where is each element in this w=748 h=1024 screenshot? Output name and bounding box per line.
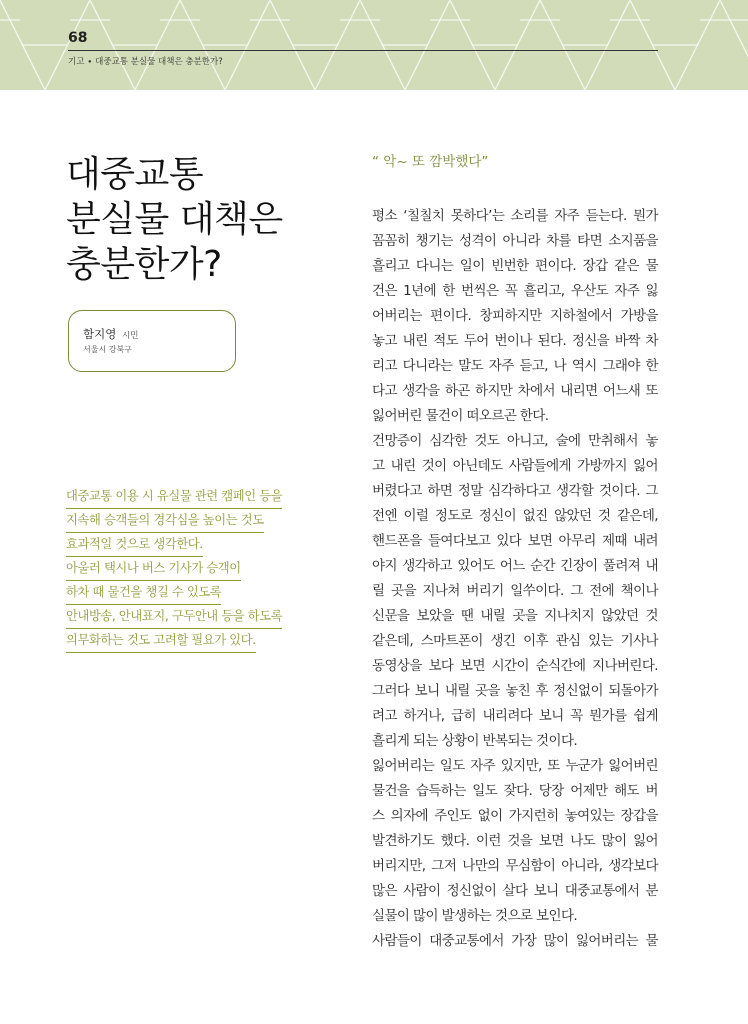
breadcrumb: 기고 ∙ 대중교통 분실물 대책은 충분한가?: [68, 57, 223, 67]
author-name: 함지영: [83, 327, 117, 341]
body-line: 잃어버리는 일도 자주 있지만, 또 누군가 잃어버린: [372, 758, 658, 774]
body-line: 놓고 내린 적도 두어 번이나 된다. 정신을 바짝 차: [372, 333, 658, 349]
pull-quote-line: 대중교통 이용 시 유실물 관련 캠페인 등을: [66, 487, 282, 509]
body-line: 어버리는 편이다. 창피하지만 지하철에서 가방을: [372, 308, 658, 324]
body-line: 잃어버린 물건이 떠오르곤 한다.: [372, 408, 549, 424]
body-line: 그러다 보니 내릴 곳을 놓친 후 정신없이 되돌아가: [372, 683, 658, 699]
body-line: 려고 하거나, 급히 내리려다 보니 꼭 뭔가를 쉽게: [372, 708, 658, 724]
title-line: 대중교통: [66, 154, 204, 195]
body-line: 꼼꼼히 챙기는 성격이 아니라 차를 타면 소지품을: [372, 233, 658, 249]
body-line: 고 내린 것이 아닌데도 사람들에게 가방까지 잃어: [372, 458, 658, 474]
body-line: 많은 사람이 정신없이 살다 보니 대중교통에서 분: [372, 883, 658, 899]
pull-quote: [66, 487, 306, 655]
body-line: 평소 ‘칠칠치 못하다’는 소리를 자주 듣는다. 뭔가: [372, 208, 658, 224]
body-line: 핸드폰을 들여다보고 있다 보면 아무리 제때 내려: [372, 533, 658, 549]
pull-quote-line: 효과적일 것으로 생각한다.: [66, 535, 203, 557]
title-line: 분실물 대책은: [66, 199, 283, 240]
article-title: [66, 152, 356, 287]
body-line: 실물이 많이 발생하는 것으로 보인다.: [372, 908, 578, 924]
author-box: [68, 310, 236, 372]
author-line: [83, 326, 138, 342]
geometric-pattern: [0, 0, 748, 90]
header-divider: [68, 50, 658, 51]
body-line: 건망증이 심각한 것도 아니고, 술에 만취해서 놓: [372, 433, 658, 449]
body-line: 전엔 이럴 정도로 정신이 없진 않았던 것 같은데,: [372, 508, 658, 524]
body-line: 같은데, 스마트폰이 생긴 이후 관심 있는 기사나: [372, 633, 658, 649]
section-subhead: “ 악~ 또 깜박했다”: [372, 154, 489, 170]
pull-quote-line: 아울러 택시나 버스 기사가 승객이: [66, 559, 241, 581]
body-line: 건은 1년에 한 번씩은 꼭 흘리고, 우산도 자주 잃: [372, 283, 658, 299]
body-line: 흘리게 되는 상황이 반복되는 것이다.: [372, 733, 578, 749]
pull-quote-line: 안내방송, 안내표지, 구두안내 등을 하도록: [66, 607, 282, 629]
body-line: 발견하기도 했다. 이런 것을 보면 나도 많이 잃어: [372, 833, 658, 849]
body-line: 사람들이 대중교통에서 가장 많이 잃어버리는 물: [372, 933, 658, 949]
author-location: 서울시 강북구: [83, 345, 132, 354]
body-line: 흘리고 다니는 일이 빈번한 편이다. 장갑 같은 물: [372, 258, 658, 274]
header-band: [0, 0, 748, 90]
body-line: 물건을 습득하는 일도 잦다. 당장 어제만 해도 버: [372, 783, 658, 799]
body-line: 다고 생각을 하곤 하지만 차에서 내리면 어느새 또: [372, 383, 658, 399]
pull-quote-line: 하차 때 물건을 챙길 수 있도록: [66, 583, 221, 605]
author-role: 시민: [121, 331, 139, 341]
body-line: 야지 생각하고 있어도 어느 순간 긴장이 풀려져 내: [372, 558, 658, 574]
title-line: 충분한가?: [66, 244, 222, 285]
article-body: [372, 204, 658, 954]
body-line: 리고 다니라는 말도 자주 듣고, 나 역시 그래야 한: [372, 358, 658, 374]
body-line: 릴 곳을 지나쳐 버리기 일쑤이다. 그 전에 책이나: [372, 583, 658, 599]
body-line: 동영상을 보다 보면 시간이 순식간에 지나버린다.: [372, 658, 658, 674]
body-line: 스 의자에 주인도 없이 가지런히 놓여있는 장갑을: [372, 808, 658, 824]
body-line: 신문을 보았을 땐 내릴 곳을 지나치지 않았던 것: [372, 608, 658, 624]
body-line: 버렸다고 하면 정말 심각하다고 생각할 것이다. 그: [372, 483, 658, 499]
pull-quote-line: 지속해 승객들의 경각심을 높이는 것도: [66, 511, 264, 533]
pull-quote-line: 의무화하는 것도 고려할 필요가 있다.: [66, 631, 256, 653]
page-number: 68: [68, 30, 88, 46]
body-line: 버리지만, 그저 나만의 무심함이 아니라, 생각보다: [372, 858, 658, 874]
